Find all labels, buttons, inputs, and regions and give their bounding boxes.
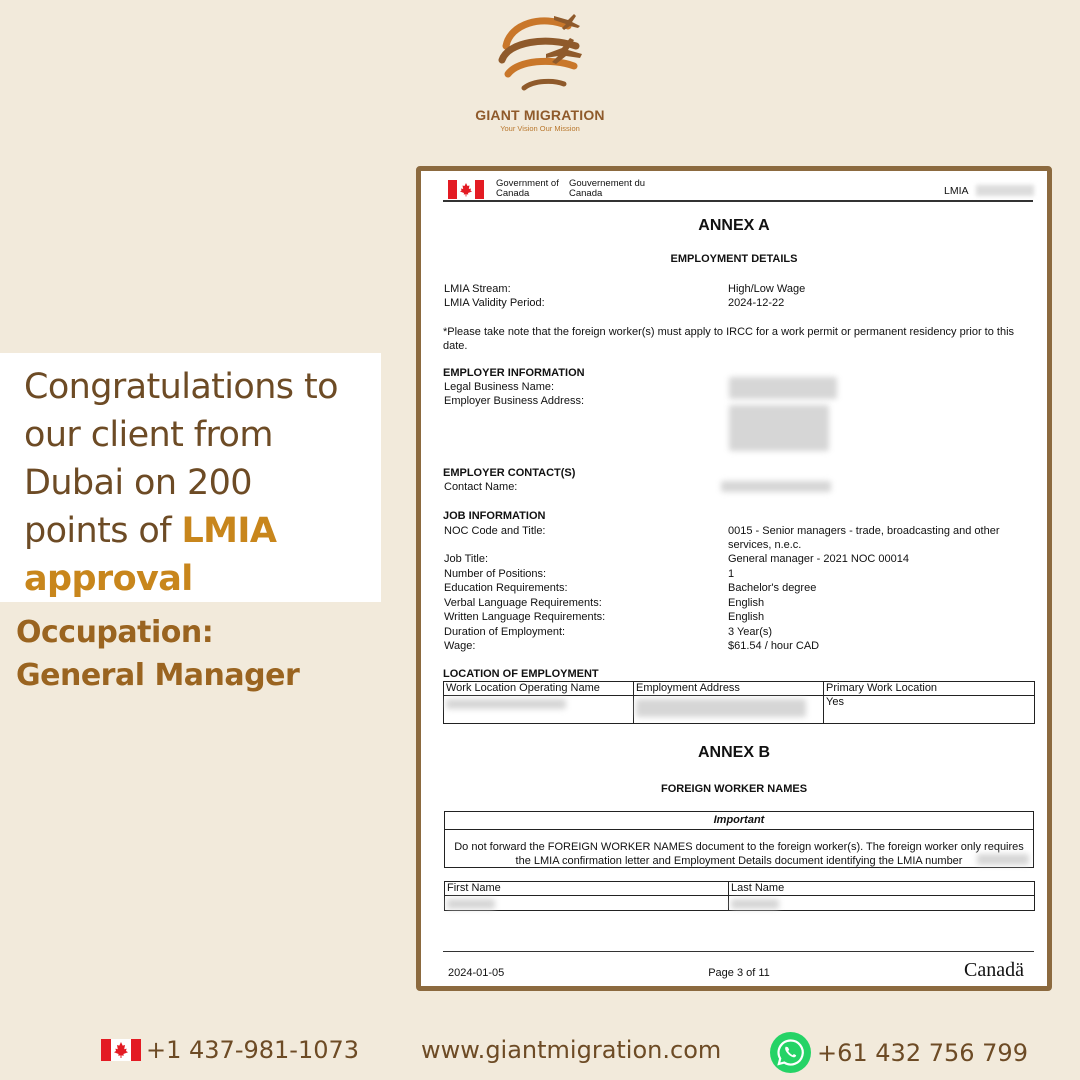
job-field-value: Bachelor's degree xyxy=(728,582,817,594)
job-field-label: Education Requirements: xyxy=(444,582,568,594)
website-link[interactable] xyxy=(421,1036,721,1064)
table-header-cell: Last Name xyxy=(729,882,1035,896)
brand-logo xyxy=(450,8,630,133)
job-field-value: English xyxy=(728,611,765,623)
lmia-validity-value: 2024-12-22 xyxy=(728,297,785,309)
job-field-label: Duration of Employment: xyxy=(444,626,566,638)
phone-canada-text: +1 437-981-1073 xyxy=(146,1036,360,1064)
primary-work-location-value: Yes xyxy=(824,696,1035,724)
congrats-headline-highlight: LMIA approval xyxy=(24,511,277,599)
table-cell-redacted xyxy=(445,896,729,911)
canada-wordmark: Canadä xyxy=(964,959,1024,981)
employer-contact-heading: EMPLOYER CONTACT(S) xyxy=(443,467,576,479)
job-field-label: Job Title: xyxy=(444,553,489,565)
important-title: Important xyxy=(445,813,1033,830)
legal-business-name-label: Legal Business Name: xyxy=(444,381,555,393)
canada-flag-icon xyxy=(448,180,484,199)
contact-name-label: Contact Name: xyxy=(444,481,518,493)
contact-name-redacted xyxy=(721,481,831,492)
employment-details-title: EMPLOYMENT DETAILS xyxy=(670,253,798,265)
important-box xyxy=(444,811,1034,868)
job-field-label: NOC Code and Title: xyxy=(444,525,546,537)
validity-note: *Please take note that the foreign worker(s) must apply to IRCC for a work permit or permanent residency prior to this date. xyxy=(443,326,1015,352)
gov-canada-en: Government of Canada xyxy=(496,178,559,199)
table-cell-redacted xyxy=(729,896,1035,911)
lmia-number-redacted xyxy=(977,854,1029,865)
phone-australia[interactable] xyxy=(770,1032,1028,1073)
lmia-number-label: LMIA xyxy=(944,185,969,197)
annex-a-title: ANNEX A xyxy=(698,217,770,234)
table-header-cell: Employment Address xyxy=(634,682,824,696)
job-field-value: 0015 - Senior managers - trade, broadcasting and other services, n.e.c. xyxy=(728,525,1000,551)
phone-canada[interactable] xyxy=(101,1036,359,1064)
business-name-redacted xyxy=(729,377,837,399)
table-cell-redacted xyxy=(444,696,634,724)
job-field-label: Verbal Language Requirements: xyxy=(444,597,602,609)
gov-canada-fr: Gouvernement du Canada xyxy=(569,178,646,199)
congrats-panel xyxy=(0,353,381,602)
business-address-redacted xyxy=(729,405,829,451)
lmia-stream-label: LMIA Stream: xyxy=(444,283,511,295)
job-field-value: English xyxy=(728,597,765,609)
job-field-value: General manager - 2021 NOC 00014 xyxy=(728,553,909,565)
document-date: 2024-01-05 xyxy=(448,967,505,979)
brand-tagline: Your Vision Our Mission xyxy=(500,124,580,133)
footer-rule xyxy=(443,951,1034,952)
header-rule xyxy=(443,200,1033,202)
employer-address-label: Employer Business Address: xyxy=(444,395,585,407)
occupation-label: Occupation: xyxy=(16,615,214,650)
globe-plane-logo-icon xyxy=(496,8,584,98)
congrats-headline-text: Congratulations to our client from Dubai on 200 points of xyxy=(24,367,338,551)
important-body: Do not forward the FOREIGN WORKER NAMES document to the foreign worker(s). The foreign worker only requires the LMIA confirmation letter and Employment Details document identifying the LMIA number xyxy=(454,841,1024,867)
job-field-value: $61.54 / hour CAD xyxy=(728,640,820,652)
job-field-value: 1 xyxy=(728,568,735,580)
occupation-value: General Manager xyxy=(16,658,300,693)
table-header-cell: Work Location Operating Name xyxy=(444,682,634,696)
table-cell-redacted xyxy=(634,696,824,724)
website-text: www.giantmigration.com xyxy=(421,1036,722,1064)
employer-info-heading: EMPLOYER INFORMATION xyxy=(443,367,585,379)
table-header-cell: First Name xyxy=(445,882,729,896)
names-table xyxy=(444,881,1035,911)
brand-name: GIANT MIGRATION xyxy=(475,107,605,123)
annex-b-title: ANNEX B xyxy=(697,744,770,761)
job-field-value: 3 Year(s) xyxy=(728,626,773,638)
lmia-validity-label: LMIA Validity Period: xyxy=(444,297,545,309)
location-heading: LOCATION OF EMPLOYMENT xyxy=(443,668,599,680)
job-field-label: Number of Positions: xyxy=(444,568,547,580)
lmia-stream-value: High/Low Wage xyxy=(728,283,806,295)
occupation-block xyxy=(16,611,396,697)
location-table xyxy=(443,681,1035,724)
job-field-label: Written Language Requirements: xyxy=(444,611,606,623)
whatsapp-icon xyxy=(770,1032,811,1073)
job-field-label: Wage: xyxy=(444,640,476,652)
canada-flag-icon xyxy=(101,1039,141,1061)
phone-australia-text: +61 432 756 799 xyxy=(817,1038,1028,1067)
lmia-document xyxy=(416,166,1052,991)
job-info-heading: JOB INFORMATION xyxy=(443,510,546,522)
foreign-worker-names-title: FOREIGN WORKER NAMES xyxy=(660,783,808,795)
congrats-headline xyxy=(24,363,361,603)
table-header-cell: Primary Work Location xyxy=(824,682,1035,696)
lmia-number-redacted xyxy=(976,185,1034,196)
page-number: Page 3 of 11 xyxy=(708,967,770,979)
